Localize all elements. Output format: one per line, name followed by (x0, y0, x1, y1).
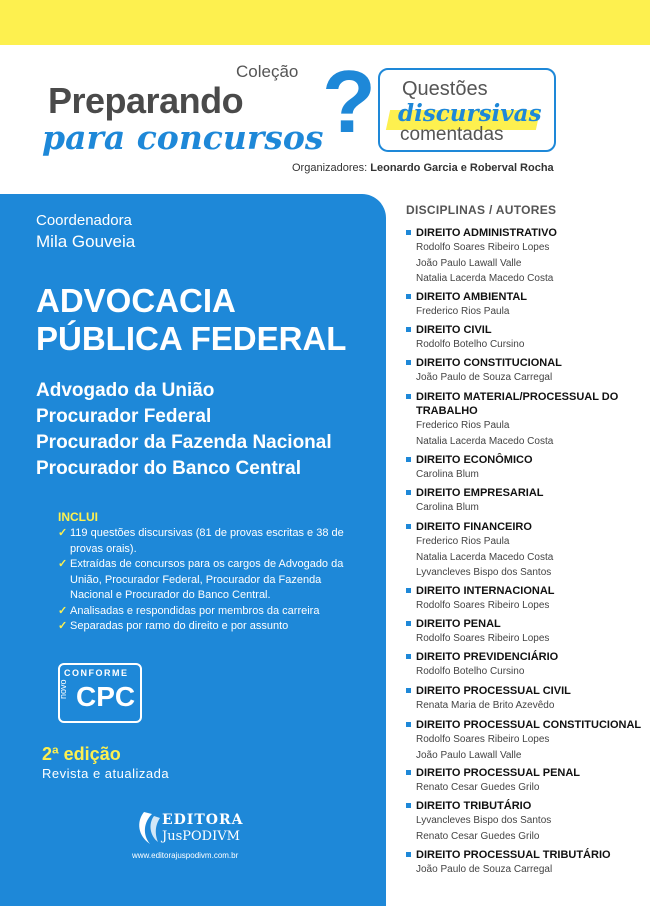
inclui-item: ✓ 119 questões discursivas (81 de provas escritas e 38 de provas orais). (58, 527, 344, 555)
organizadores-label: Organizadores: (292, 162, 368, 174)
disciplina-author: Rodolfo Soares Ribeiro Lopes (416, 734, 550, 745)
disciplina-author: Lyvancleves Bispo dos Santos (416, 815, 552, 826)
disciplina-item (406, 453, 646, 483)
book-title-line1: ADVOCACIA (36, 282, 236, 319)
disciplina-author: João Paulo Lawall Valle (416, 749, 522, 761)
disciplina-author: Rodolfo Botelho Cursino (416, 339, 525, 350)
disciplina-name: DIREITO PENAL (406, 617, 646, 631)
inclui-list (58, 526, 358, 635)
disciplina-name: DIREITO PREVIDENCIÁRIO (406, 650, 646, 664)
inclui-label: INCLUI (58, 510, 98, 524)
disciplina-item (406, 323, 646, 353)
disciplina-item (406, 356, 646, 386)
book-title-line2: PÚBLICA FEDERAL (36, 320, 347, 357)
questoes-badge (378, 68, 556, 152)
disciplina-name: DIREITO INTERNACIONAL (406, 584, 646, 598)
cpc-word: CPC (76, 681, 136, 712)
collection-title: Preparando (48, 80, 244, 121)
disciplina-item (406, 617, 646, 647)
edition-label: 2ª edição (42, 744, 121, 764)
disciplina-name: DIREITO ECONÔMICO (406, 453, 646, 467)
organizadores (292, 162, 554, 174)
cpc-novo: novo (58, 679, 68, 699)
question-mark-icon: ? (322, 52, 376, 151)
bullet-square-icon (406, 524, 411, 529)
cpc-badge (58, 663, 142, 723)
disciplina-name: DIREITO TRIBUTÁRIO (406, 799, 646, 813)
cargo-item: Procurador da Fazenda Nacional (36, 432, 332, 453)
disciplina-author: João Paulo de Souza Carregal (416, 864, 553, 875)
disciplina-item (406, 584, 646, 614)
bullet-square-icon (406, 803, 411, 808)
bullet-square-icon (406, 230, 411, 235)
disciplina-author: Carolina Blum (416, 469, 479, 480)
publisher-name: EDITORA (162, 812, 244, 828)
cargo-item: Procurador Federal (36, 406, 212, 427)
disciplina-name: DIREITO PROCESSUAL TRIBUTÁRIO (406, 848, 646, 862)
disciplina-item (406, 766, 646, 796)
disciplina-author: João Paulo de Souza Carregal (416, 372, 553, 383)
disciplina-name: DIREITO PROCESSUAL PENAL (406, 766, 646, 780)
disciplina-author: Renato Cesar Guedes Grilo (416, 830, 540, 842)
check-icon: ✓ (58, 558, 68, 570)
colecao-label: Coleção (236, 62, 299, 81)
disciplina-author: Lyvancleves Bispo dos Santos (416, 567, 552, 578)
bullet-square-icon (406, 688, 411, 693)
check-icon: ✓ (58, 604, 68, 617)
collection-subtitle: para concursos (42, 118, 324, 157)
inclui-item: ✓ Analisadas e respondidas por membros da carreira (58, 604, 358, 620)
disciplina-item (406, 390, 646, 449)
disciplina-name: DIREITO AMBIENTAL (406, 290, 646, 304)
bullet-square-icon (406, 360, 411, 365)
check-icon: ✓ (58, 620, 68, 632)
disciplina-author: Frederico Rios Paula (416, 536, 510, 547)
comentadas-label: comentadas (400, 124, 504, 145)
bullet-square-icon (406, 457, 411, 462)
bullet-square-icon (406, 394, 411, 399)
disciplina-item (406, 650, 646, 680)
disciplina-author: Natalia Lacerda Macedo Costa (416, 551, 554, 563)
bullet-square-icon (406, 490, 411, 495)
disciplina-author: João Paulo Lawall Valle (416, 257, 522, 269)
discursivas-label: discursivas (398, 100, 542, 127)
inclui-item: ✓ Extraídas de concursos para os cargos de Advogado da União, Procurador Federal, Procurador da Fazenda Nacional e Procurador do Banco Central. (58, 558, 344, 601)
coordenadora-name: Mila Gouveia (36, 232, 136, 251)
bullet-square-icon (406, 327, 411, 332)
disciplina-author: Renato Cesar Guedes Grilo (416, 782, 540, 793)
disciplina-name: DIREITO CIVIL (406, 323, 646, 337)
disciplina-item (406, 290, 646, 320)
cpc-conforme: CONFORME (64, 668, 129, 678)
disciplina-item (406, 848, 646, 878)
disciplinas-header: DISCIPLINAS / AUTORES (406, 203, 557, 217)
publisher-website: www.editorajuspodivm.com.br (132, 851, 239, 860)
disciplina-name: DIREITO MATERIAL/PROCESSUAL DO TRABALHO (406, 390, 646, 418)
coordenadora-label: Coordenadora (36, 212, 132, 229)
disciplina-author: Frederico Rios Paula (416, 420, 510, 431)
disciplina-name: DIREITO EMPRESARIAL (406, 486, 646, 500)
bullet-square-icon (406, 588, 411, 593)
organizadores-names: Leonardo Garcia e Roberval Rocha (370, 162, 554, 174)
disciplina-item (406, 520, 646, 581)
disciplina-item (406, 684, 646, 714)
disciplina-name: DIREITO ADMINISTRATIVO (406, 226, 646, 240)
questoes-label: Questões (402, 78, 488, 100)
bullet-square-icon (406, 294, 411, 299)
disciplina-author: Carolina Blum (416, 502, 479, 513)
disciplina-item (406, 718, 646, 763)
disciplina-author: Natalia Lacerda Macedo Costa (416, 273, 554, 284)
bullet-square-icon (406, 654, 411, 659)
revision-label: Revista e atualizada (42, 766, 170, 781)
disciplina-item (406, 799, 646, 844)
disciplina-author: Natalia Lacerda Macedo Costa (416, 435, 554, 447)
top-yellow-band (0, 0, 650, 45)
disciplina-author: Frederico Rios Paula (416, 306, 510, 317)
disciplina-author: Rodolfo Soares Ribeiro Lopes (416, 633, 550, 644)
disciplina-name: DIREITO PROCESSUAL CIVIL (406, 684, 646, 698)
bullet-square-icon (406, 722, 411, 727)
check-icon: ✓ (58, 527, 68, 539)
cargo-item: Advogado da União (36, 380, 215, 401)
publisher-brand: JusPODIVM (162, 829, 240, 844)
disciplina-item (406, 486, 646, 516)
inclui-item: ✓ Separadas por ramo do direito e por assunto (58, 619, 358, 635)
disciplina-name: DIREITO PROCESSUAL CONSTITUCIONAL (406, 718, 646, 732)
bullet-square-icon (406, 621, 411, 626)
disciplina-item (406, 226, 646, 287)
disciplina-name: DIREITO CONSTITUCIONAL (406, 356, 646, 370)
disciplina-author: Rodolfo Soares Ribeiro Lopes (416, 600, 550, 611)
disciplina-name: DIREITO FINANCEIRO (406, 520, 646, 534)
disciplina-author: Rodolfo Botelho Cursino (416, 666, 525, 677)
disciplina-author: Renata Maria de Brito Azevêdo (416, 700, 555, 711)
bullet-square-icon (406, 770, 411, 775)
cargo-item: Procurador do Banco Central (36, 458, 301, 479)
bullet-square-icon (406, 852, 411, 857)
disciplina-author: Rodolfo Soares Ribeiro Lopes (416, 242, 550, 253)
